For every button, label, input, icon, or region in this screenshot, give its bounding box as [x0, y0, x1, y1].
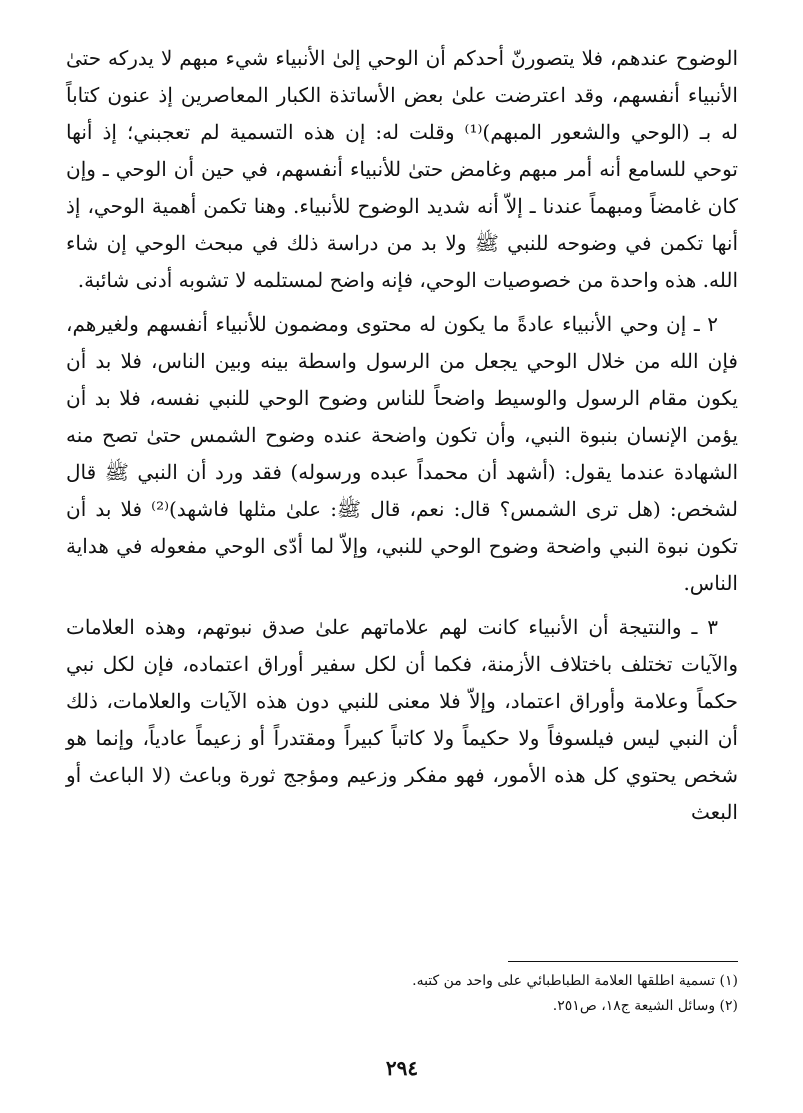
- paragraph-point-3: ٣ ـ والنتيجة أن الأنبياء كانت لهم علاماتهم علىٰ صدق نبوتهم، وهذه العلامات والآيات تختلف باختلاف الأزمنة، فكما أن لكل سفير أوراق اعتماده، فإن لكل نبي حكماً وعلامة وأوراق اعتماد، وإلاّ فلا معنى للنبي دون هذه الآيات والعلامات، ذلك أن النبي ليس فيلسوفاً ولا حكيماً ولا كاتباً كبيراً ومقتدراً أو زعيماً عادياً، وإنما هو شخص يحتوي كل هذه الأمور، فهو مفكر وزعيم ومؤجج ثورة وباعث (لا الباعث أو البعث: [66, 615, 738, 824]
- paragraph-point-2: ٢ ـ إن وحي الأنبياء عادةً ما يكون له محتوى ومضمون للأنبياء أنفسهم ولغيرهم، فإن الله من خلال الوحي يجعل من الرسول واسطة بينه وبين الناس، فلا بد أن يكون مقام الرسول والوسيط واضحاً للناس وضوح الوحي للنبي نفسه، فلا بد أن يؤمن الإنسان بنبوة النبي، وأن تكون واضحة عنده وضوح الشمس حتىٰ تصح منه الشهادة عندما يقول: (أشهد أن محمداً عبده ورسوله) فقد ورد أن النبي ﷺ قال لشخص: (هل ترى الشمس؟ قال: نعم، قال ﷺ: علىٰ مثلها فاشهد)⁽²⁾ فلا بد أن تكون نبوة النبي واضحة وضوح الوحي للنبي، وإلاّ لما أدّى الوحي مفعوله في هداية الناس.: [66, 312, 739, 595]
- footnotes: [66, 969, 738, 1019]
- paragraph-clarity-of-revelation: الوضوح عندهم، فلا يتصورنّ أحدكم أن الوحي إلىٰ الأنبياء شيء مبهم لا يدركه حتىٰ الأنبياء أنفسهم، وقد اعترضت علىٰ بعض الأساتذة الكبار المعاصرين إذ عنون كتاباً له بـ (الوحي والشعور المبهم)⁽¹⁾ وقلت له: إن هذه التسمية لم تعجبني؛ إذ أنها توحي للسامع أنه أمر مبهم وغامض حتىٰ للأنبياء أنفسهم، في حين أن الوحي ـ وإن كان غامضاً ومبهماً عندنا ـ إلاّ أنه شديد الوضوح للأنبياء. وهنا تكمن أهمية الوحي، إذ أنها تكمن في وضوحه للنبي ﷺ ولا بد من دراسة ذلك في مبحث الوحي إن شاء الله. هذه واحدة من خصوصيات الوحي، فإنه واضح لمستلمه لا تشوبه أدنى شائبة.: [66, 46, 738, 292]
- book-page: [66, 40, 738, 1100]
- footnote-2: (٢) وسائل الشيعة ج١٨، ص٢٥١.: [552, 998, 738, 1014]
- footnote-1: (١) تسمية اطلقها العلامة الطباطبائي على واحد من كتبه.: [412, 973, 738, 989]
- footnote-separator: [508, 961, 738, 962]
- page-number: ٢٩٤: [385, 1056, 419, 1080]
